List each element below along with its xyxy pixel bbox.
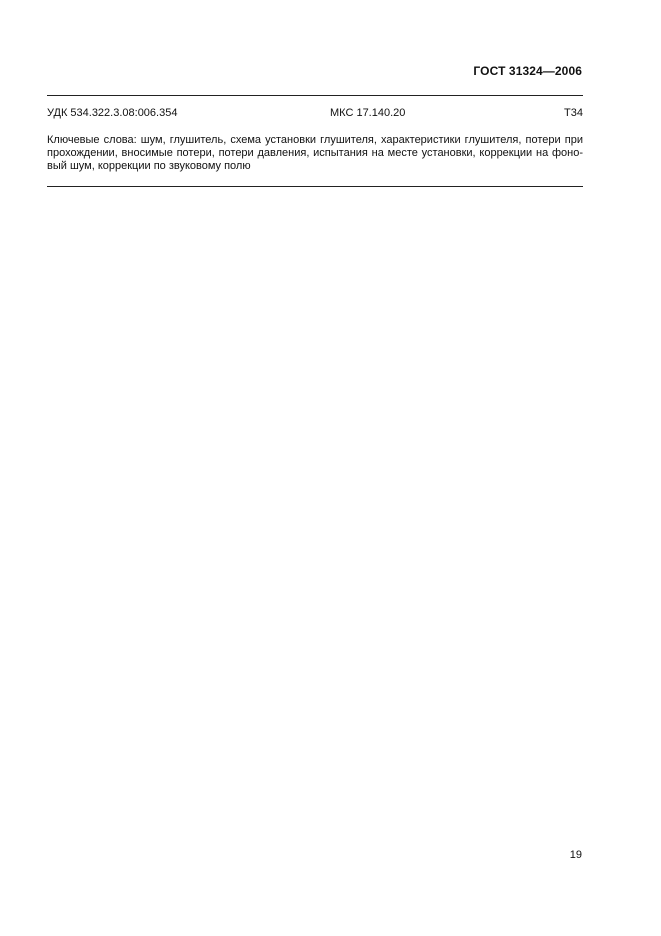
classification-row <box>47 107 583 121</box>
page-number: 19 <box>569 849 582 861</box>
keywords-line: вый шум, коррекции по звуковому полю <box>47 160 251 172</box>
keywords-paragraph <box>47 134 583 173</box>
keywords-line: Ключевые слова: шум, глушитель, схема установки глушителя, характеристики глушителя, потери при <box>47 134 583 146</box>
udk-code: УДК 534.322.3.08:006.354 <box>47 107 178 119</box>
category-code: Т34 <box>564 107 583 119</box>
mks-code: МКС 17.140.20 <box>330 107 406 119</box>
keywords-line: прохождении, вносимые потери, потери давления, испытания на месте установки, коррекции на фоно- <box>47 147 583 159</box>
top-divider <box>47 95 583 96</box>
standard-designation: ГОСТ 31324—2006 <box>473 64 582 78</box>
bottom-divider <box>47 186 583 187</box>
